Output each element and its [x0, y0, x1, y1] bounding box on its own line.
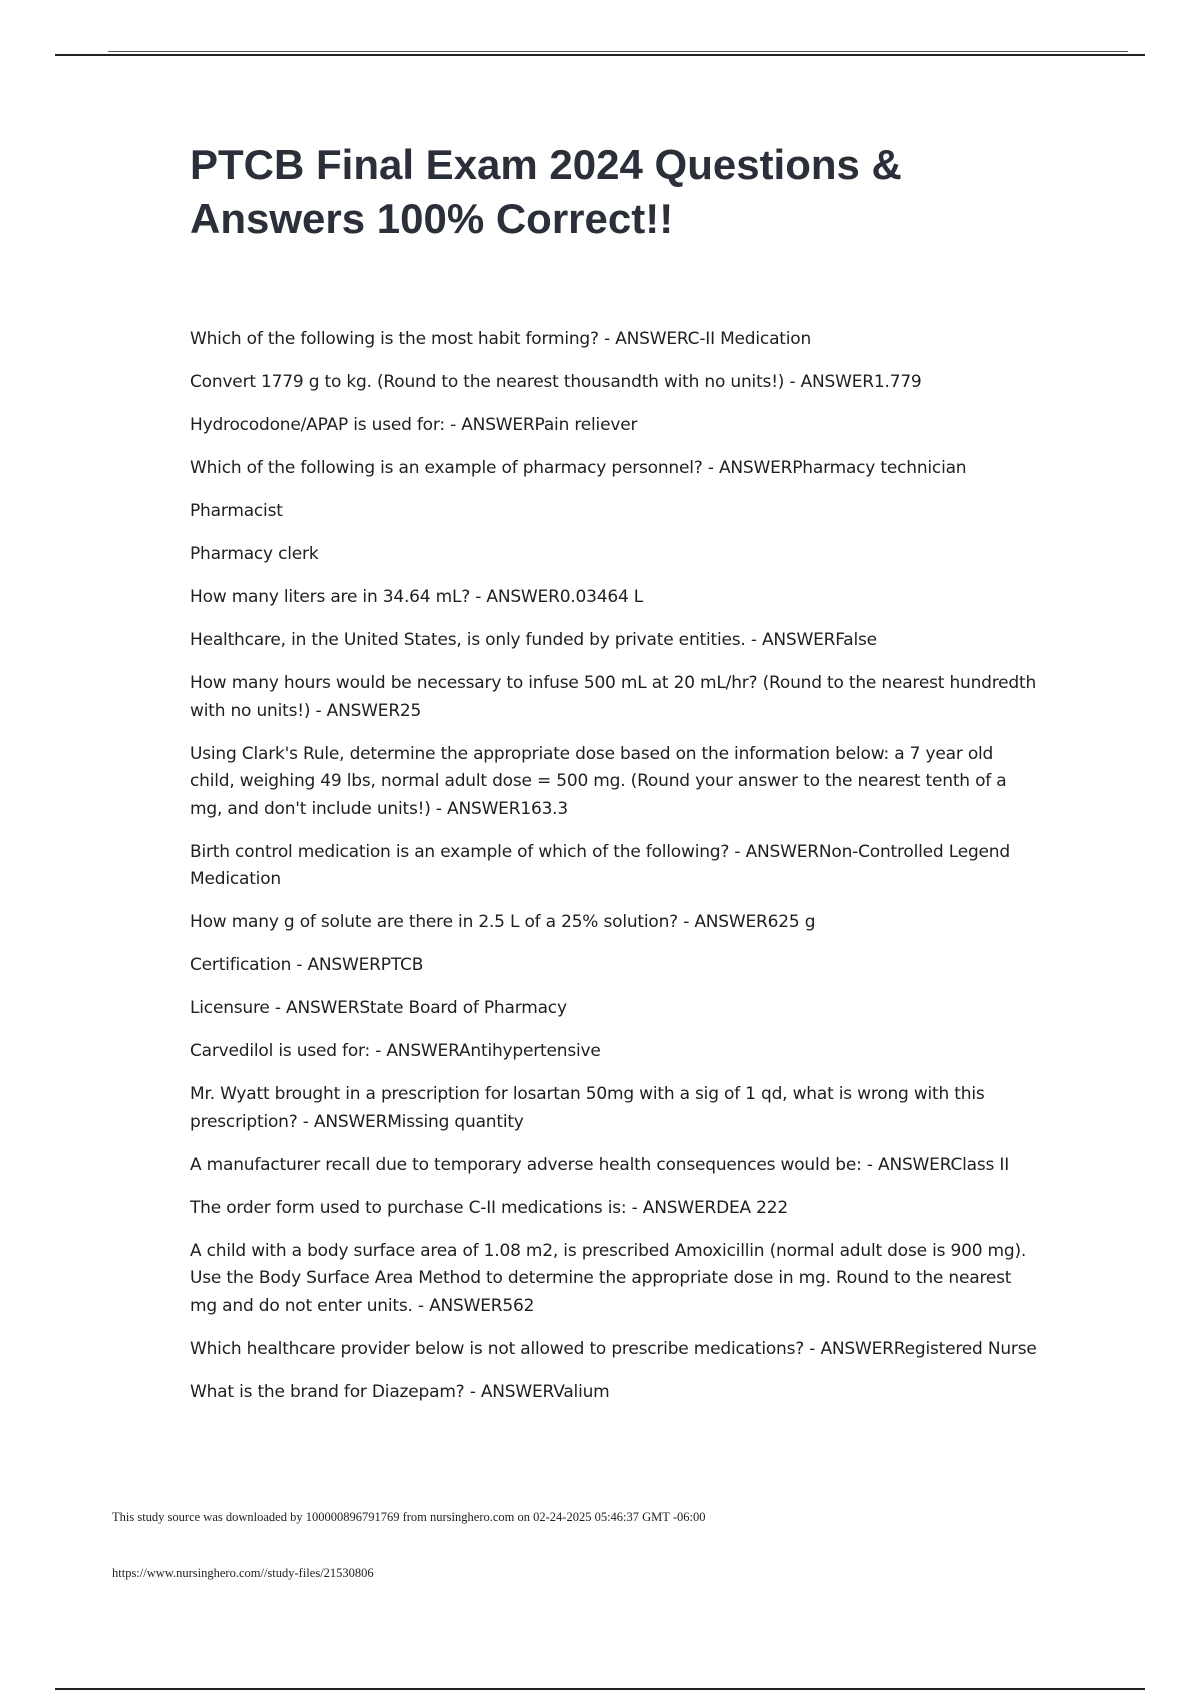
qa-item: A child with a body surface area of 1.08 m2, is prescribed Amoxicillin (normal adult dose is 900 mg). Use the Body Surface Area Method to determine the appropriate dose in mg. Round to the nearest mg and do not enter units. - ANSWER562 — [190, 1240, 1027, 1316]
qa-item: Carvedilol is used for: - ANSWERAntihypertensive — [190, 1041, 601, 1061]
qa-item: What is the brand for Diazepam? - ANSWERValium — [190, 1381, 610, 1402]
qa-item: Which of the following is the most habit forming? - ANSWERC-II Medication — [190, 329, 812, 349]
qa-item: How many g of solute are there in 2.5 L of a 25% solution? - ANSWER625 g — [190, 912, 816, 932]
qa-item: How many hours would be necessary to infuse 500 mL at 20 mL/hr? (Round to the nearest hundredth with no units!) - ANSWER25 — [190, 673, 1037, 721]
qa-item: Mr. Wyatt brought in a prescription for losartan 50mg with a sig of 1 qd, what is wrong with this prescription? - ANSWERMissing quantity — [190, 1084, 985, 1132]
header-rule-thin — [108, 51, 1128, 52]
qa-item: Pharmacist — [190, 501, 283, 521]
qa-item: Birth control medication is an example of which of the following? - ANSWERNon-Controlled Legend Medication — [190, 841, 1010, 889]
qa-item: Pharmacy clerk — [190, 544, 319, 564]
qa-item: A manufacturer recall due to temporary adverse health consequences would be: - ANSWERClass II — [190, 1154, 1010, 1175]
qa-list — [190, 326, 1040, 1422]
qa-item: Certification - ANSWERPTCB — [190, 955, 424, 975]
footer-rule — [55, 1688, 1145, 1690]
qa-item: The order form used to purchase C-II medications is: - ANSWERDEA 222 — [190, 1197, 789, 1218]
qa-item: Which healthcare provider below is not allowed to prescribe medications? - ANSWERRegistered Nurse — [190, 1338, 1037, 1359]
document-title: PTCB Final Exam 2024 Questions & Answers 100% Correct!! — [190, 141, 902, 242]
qa-item: Healthcare, in the United States, is only funded by private entities. - ANSWERFalse — [190, 630, 877, 650]
qa-item: Which of the following is an example of pharmacy personnel? - ANSWERPharmacy technician — [190, 458, 967, 478]
header-rule — [55, 54, 1145, 56]
qa-item: Using Clark's Rule, determine the appropriate dose based on the information below: a 7 year old child, weighing 49 lbs, normal adult dose = 500 mg. (Round your answer to the nearest tenth of a mg, and don't include units!) - ANSWER163.3 — [190, 743, 1007, 819]
qa-item: Convert 1779 g to kg. (Round to the nearest thousandth with no units!) - ANSWER1.779 — [190, 372, 922, 392]
footer-url: https://www.nursinghero.com//study-files/21530806 — [112, 1566, 374, 1580]
qa-item: Licensure - ANSWERState Board of Pharmacy — [190, 998, 567, 1018]
qa-item: Hydrocodone/APAP is used for: - ANSWERPain reliever — [190, 415, 638, 435]
footer-source-line: This study source was downloaded by 100000896791769 from nursinghero.com on 02-24-2025 05:46:37 GMT -06:00 — [112, 1510, 706, 1524]
qa-item: How many liters are in 34.64 mL? - ANSWER0.03464 L — [190, 587, 644, 607]
